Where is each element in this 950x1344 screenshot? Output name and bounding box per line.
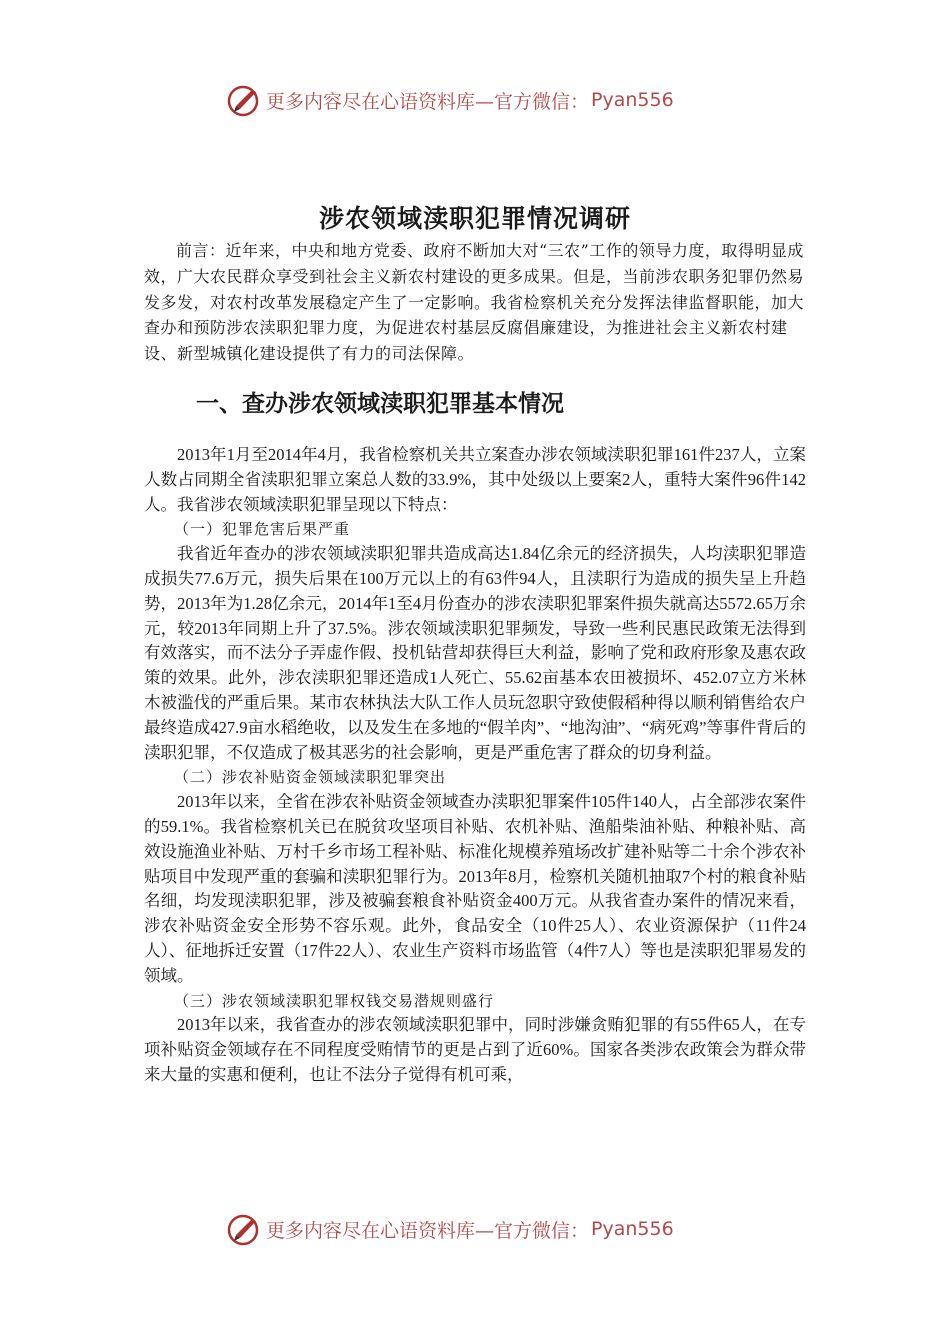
watermark-wechat-id: Pyan556 <box>591 89 674 111</box>
subsection-3-heading: （三）涉农领域渎职犯罪权钱交易潜规则盛行 <box>174 991 495 1010</box>
section-1-intro: 2013年1月至2014年4月，我省检察机关共立案查办涉农领域渎职犯罪161件237人，立案人数占同期全省渎职犯罪立案总人数的33.9%，其中处级以上要案2人，重特大案件96件142人。我省涉农领域渎职犯罪呈现以下特点： <box>144 444 806 514</box>
watermark-text: 更多内容尽在心语资料库—官方微信： <box>266 90 590 113</box>
section-1-heading: 一、查办涉农领域渎职犯罪基本情况 <box>196 390 564 417</box>
preface-paragraph: 前言：近年来，中央和地方党委、政府不断加大对“三农”工作的领导力度，取得明显成效，广大农民群众享受到社会主义新农村建设的更多成果。但是，当前涉农职务犯罪仍然易发多发，对农村改革发展稳定产生了一定影响。我省检察机关充分发挥法律监督职能，加大查办和预防涉农渎职犯罪力度，为促进农村基层反腐倡廉建设，为推进社会主义新农村建设、新型城镇化建设提供了有力的司法保障。 <box>144 241 805 364</box>
pen-logo-icon <box>226 1211 262 1247</box>
pen-logo-icon <box>226 82 262 118</box>
subsection-1-text: 我省近年查办的涉农领域渎职犯罪共造成高达1.84亿余元的经济损失，人均渎职犯罪造成损失77.6万元，损失后果在100万元以上的有63件94人，且渎职行为造成的损失呈上升趋势，2013年为1.28亿余元，2014年1至4月份查办的涉农渎职犯罪案件损失就高达5572.65万余元，较2013年同期上升了37.5%。涉农领域渎职犯罪频发，导致一些利民惠民政策无法得到有效落实，而不法分子弄虚作假、投机钻营却获得巨大利益，影响了党和政府形象及惠农政策的效果。此外，涉农渎职犯罪还造成1人死亡、55.62亩基本农田被损坏、452.07立方米林木被滥伐的严重后果。某市农林执法大队工作人员玩忽职守致使假稻种得以顺利销售给农户最终造成427.9亩水稻绝收，以及发生在多地的“假羊肉”、“地沟油”、“病死鸡”等事件背后的渎职犯罪，不仅造成了极其恶劣的社会影响，更是严重危害了群众的切身利益。 <box>144 544 806 762</box>
subsection-2-text: 2013年以来，全省在涉农补贴资金领域查办渎职犯罪案件105件140人，占全部涉农案件的59.1%。我省检察机关已在脱贫攻坚项目补贴、农机补贴、渔船柴油补贴、种粮补贴、高效设施渔业补贴、万村千乡市场工程补贴、标准化规模养殖场改扩建补贴等二十余个涉农补贴项目中发现严重的套骗和渎职犯罪行为。2013年8月，检察机关随机抽取7个村的粮食补贴名细，均发现渎职犯罪，涉及被骗套粮食补贴资金400万元。从我省查办案件的情况来看，涉农补贴资金安全形势不容乐观。此外，食品安全（10件25人）、农业资源保护（11件24人）、征地拆迁安置（17件22人）、农业生产资料市场监管（4件7人）等也是渎职犯罪易发的领域。 <box>144 792 806 985</box>
document-title: 涉农领域渎职犯罪情况调研 <box>318 204 631 233</box>
watermark-footer <box>226 1209 746 1249</box>
subsection-1-heading: （一）犯罪危害后果严重 <box>174 520 351 539</box>
watermark-text: 更多内容尽在心语资料库—官方微信： <box>266 1219 590 1242</box>
subsection-3-text: 2013年以来，我省查办的涉农领域渎职犯罪中，同时涉嫌贪贿犯罪的有55件65人，在专项补贴资金领域存在不同程度受贿情节的更是占到了近60%。国家各类涉农政策会为群众带来大量的实惠和便利，也让不法分子觉得有机可乘， <box>144 1015 806 1084</box>
document-body <box>144 200 806 1088</box>
watermark-header <box>226 80 746 120</box>
subsection-2-heading: （二）涉农补贴资金领域渎职犯罪突出 <box>174 768 447 787</box>
watermark-wechat-id: Pyan556 <box>591 1218 674 1240</box>
